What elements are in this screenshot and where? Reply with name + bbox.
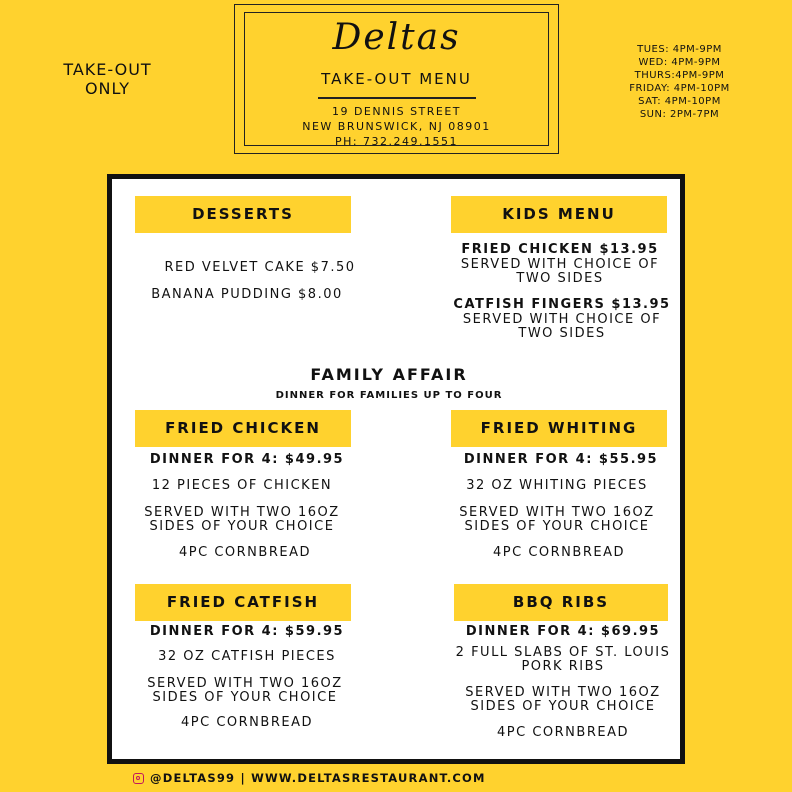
fried-catfish-sides: SERVED WITH TWO 16OZ SIDES OF YOUR CHOICE	[147, 676, 343, 705]
kids-item-desc: SERVED WITH CHOICE OF TWO SIDES	[462, 312, 662, 341]
brand-logo: Deltas	[332, 17, 461, 58]
footer-contact[interactable]: @DELTAS99 | WWW.DELTASRESTAURANT.COM	[150, 771, 486, 785]
address-block	[234, 104, 559, 149]
bbq-ribs-sides: SERVED WITH TWO 16OZ SIDES OF YOUR CHOICE	[465, 685, 661, 714]
fried-whiting-heading: FRIED WHITING	[451, 410, 667, 447]
address-street: 19 DENNIS STREET	[331, 105, 462, 118]
hours-sun: SUN: 2PM-7PM	[639, 109, 720, 120]
menu-subtitle: TAKE-OUT MENU	[321, 70, 472, 88]
address-city: NEW BRUNSWICK, NJ 08901	[302, 120, 491, 133]
fried-chicken-price: DINNER FOR 4: $49.95	[149, 452, 345, 467]
dessert-item: RED VELVET CAKE $7.50	[164, 260, 356, 275]
fried-catfish-pieces: 32 OZ CATFISH PIECES	[158, 649, 336, 664]
bbq-ribs-price: DINNER FOR 4: $69.95	[465, 624, 661, 639]
dessert-item: BANANA PUDDING $8.00	[151, 287, 343, 302]
bbq-ribs-slabs: 2 FULL SLABS OF ST. LOUIS PORK RIBS	[455, 645, 671, 674]
hours-thurs: THURS:4PM-9PM	[634, 70, 725, 81]
phone-number: PH: 732.249.1551	[334, 135, 459, 148]
fried-whiting-sides: SERVED WITH TWO 16OZ SIDES OF YOUR CHOICE	[459, 505, 655, 534]
fried-catfish-price: DINNER FOR 4: $59.95	[149, 624, 345, 639]
fried-whiting-cornbread: 4PC CORNBREAD	[493, 545, 625, 560]
fried-chicken-sides: SERVED WITH TWO 16OZ SIDES OF YOUR CHOICE	[144, 505, 340, 534]
hours-wed: WED: 4PM-9PM	[638, 57, 721, 68]
kids-item-name: FRIED CHICKEN $13.95	[461, 242, 659, 257]
bbq-ribs-cornbread: 4PC CORNBREAD	[497, 725, 629, 740]
takeout-only-notice: TAKE-OUT ONLY	[63, 60, 152, 98]
kids-item-desc: SERVED WITH CHOICE OF TWO SIDES	[460, 257, 660, 286]
instagram-icon	[133, 773, 144, 784]
family-affair-subtitle: DINNER FOR FAMILIES UP TO FOUR	[275, 390, 503, 401]
fried-catfish-cornbread: 4PC CORNBREAD	[181, 715, 313, 730]
hours-sat: SAT: 4PM-10PM	[638, 96, 721, 107]
header-divider	[318, 97, 476, 99]
fried-chicken-heading: FRIED CHICKEN	[135, 410, 351, 447]
fried-whiting-price: DINNER FOR 4: $55.95	[463, 452, 659, 467]
hours-friday: FRIDAY: 4PM-10PM	[629, 83, 730, 94]
desserts-heading: DESSERTS	[135, 196, 351, 233]
fried-catfish-heading: FRIED CATFISH	[135, 584, 351, 621]
kids-item-name: CATFISH FINGERS $13.95	[453, 297, 671, 312]
footer	[133, 771, 533, 785]
fried-chicken-pieces: 12 PIECES OF CHICKEN	[151, 478, 333, 493]
family-affair-title: FAMILY AFFAIR	[310, 365, 468, 384]
kids-menu-heading: KIDS MENU	[451, 196, 667, 233]
opening-hours	[612, 43, 747, 121]
bbq-ribs-heading: BBQ RIBS	[454, 584, 668, 621]
fried-whiting-pieces: 32 OZ WHITING PIECES	[466, 478, 648, 493]
hours-tues: TUES: 4PM-9PM	[637, 44, 722, 55]
fried-chicken-cornbread: 4PC CORNBREAD	[179, 545, 311, 560]
